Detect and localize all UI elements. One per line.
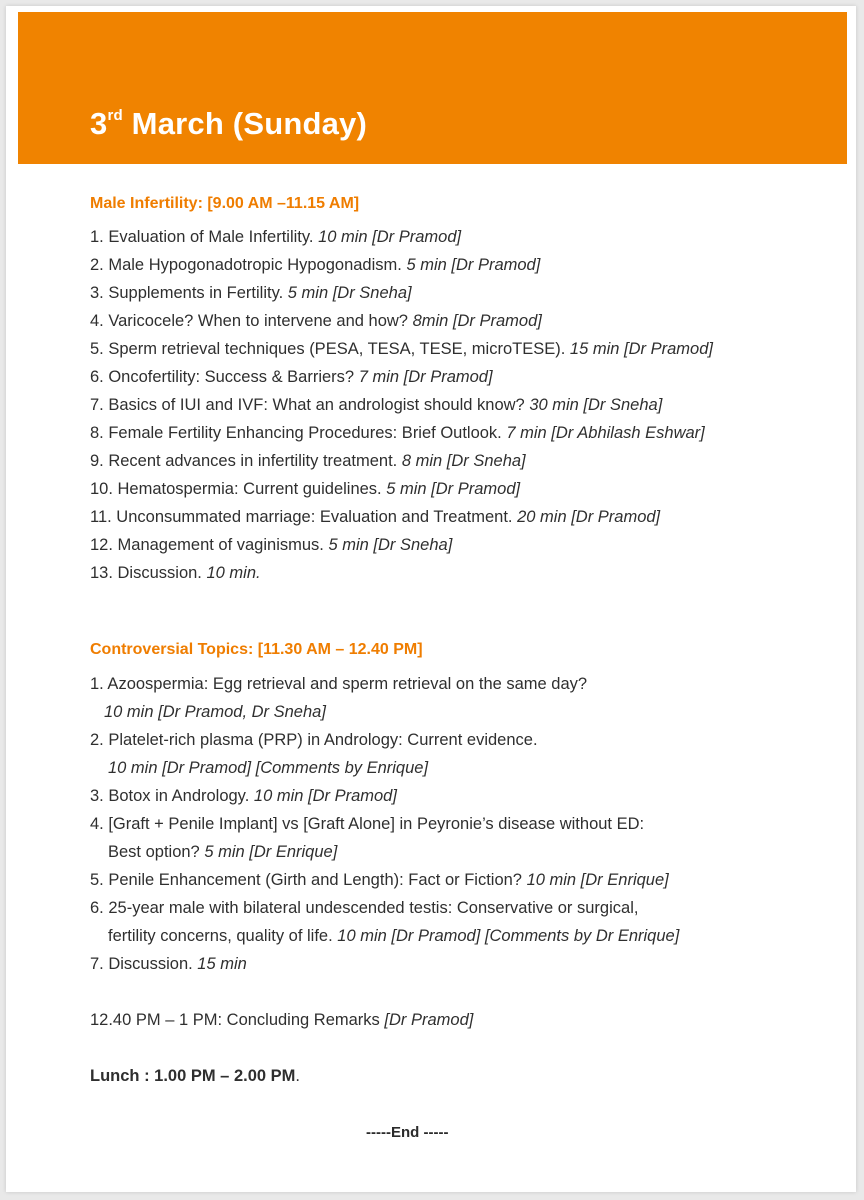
agenda-item: 5. Sperm retrieval techniques (PESA, TESA, TESE, microTESE). 15 min [Dr Pramod] bbox=[90, 340, 713, 358]
section-heading-male-infertility: Male Infertility: [9.00 AM –11.15 AM] bbox=[90, 195, 360, 212]
title-rest: March (Sunday) bbox=[122, 106, 368, 141]
agenda-item: 10. Hematospermia: Current guidelines. 5 min [Dr Pramod] bbox=[90, 480, 521, 498]
page-title bbox=[90, 106, 367, 142]
agenda-item: 6. Oncofertility: Success & Barriers? 7 min [Dr Pramod] bbox=[90, 368, 493, 386]
agenda-item: 12. Management of vaginismus. 5 min [Dr Sneha] bbox=[90, 536, 453, 554]
agenda-item: 5. Penile Enhancement (Girth and Length): Fact or Fiction? 10 min [Dr Enrique] bbox=[90, 871, 669, 889]
concluding-remarks: 12.40 PM – 1 PM: Concluding Remarks [Dr Pramod] bbox=[90, 1011, 474, 1029]
section-heading-controversial: Controversial Topics: [11.30 AM – 12.40 PM] bbox=[90, 641, 423, 658]
agenda-item-continuation: Best option? 5 min [Dr Enrique] bbox=[108, 843, 338, 861]
agenda-item: 4. [Graft + Penile Implant] vs [Graft Alone] in Peyronie’s disease without ED: bbox=[90, 815, 645, 833]
agenda-item: 13. Discussion. 10 min. bbox=[90, 564, 261, 582]
agenda-item: 4. Varicocele? When to intervene and how? 8min [Dr Pramod] bbox=[90, 312, 542, 330]
agenda-item-continuation: 10 min [Dr Pramod, Dr Sneha] bbox=[104, 703, 326, 721]
document-page bbox=[6, 6, 856, 1192]
agenda-item: 7. Discussion. 15 min bbox=[90, 955, 247, 973]
agenda-item: 2. Platelet-rich plasma (PRP) in Andrology: Current evidence. bbox=[90, 731, 538, 749]
title-day-suffix: rd bbox=[107, 106, 123, 124]
agenda-item-continuation: 10 min [Dr Pramod] [Comments by Enrique] bbox=[108, 759, 429, 777]
agenda-item: 1. Evaluation of Male Infertility. 10 min [Dr Pramod] bbox=[90, 228, 462, 246]
agenda-item: 3. Supplements in Fertility. 5 min [Dr Sneha] bbox=[90, 284, 412, 302]
header-banner bbox=[18, 12, 847, 164]
agenda-item: 3. Botox in Andrology. 10 min [Dr Pramod] bbox=[90, 787, 397, 805]
agenda-item: 2. Male Hypogonadotropic Hypogonadism. 5 min [Dr Pramod] bbox=[90, 256, 541, 274]
agenda-item-continuation: fertility concerns, quality of life. 10 min [Dr Pramod] [Comments by Dr Enrique] bbox=[108, 927, 680, 945]
agenda-item: 9. Recent advances in infertility treatment. 8 min [Dr Sneha] bbox=[90, 452, 526, 470]
title-day: 3 bbox=[90, 106, 108, 141]
agenda-item: 8. Female Fertility Enhancing Procedures: Brief Outlook. 7 min [Dr Abhilash Eshwar] bbox=[90, 424, 705, 442]
agenda-item: 11. Unconsummated marriage: Evaluation and Treatment. 20 min [Dr Pramod] bbox=[90, 508, 661, 526]
agenda-item: 1. Azoospermia: Egg retrieval and sperm retrieval on the same day? bbox=[90, 675, 588, 693]
lunch-line: Lunch : 1.00 PM – 2.00 PM. bbox=[90, 1067, 300, 1085]
end-marker: -----End ----- bbox=[366, 1124, 449, 1141]
agenda-item: 6. 25-year male with bilateral undescended testis: Conservative or surgical, bbox=[90, 899, 639, 917]
agenda-item: 7. Basics of IUI and IVF: What an andrologist should know? 30 min [Dr Sneha] bbox=[90, 396, 663, 414]
